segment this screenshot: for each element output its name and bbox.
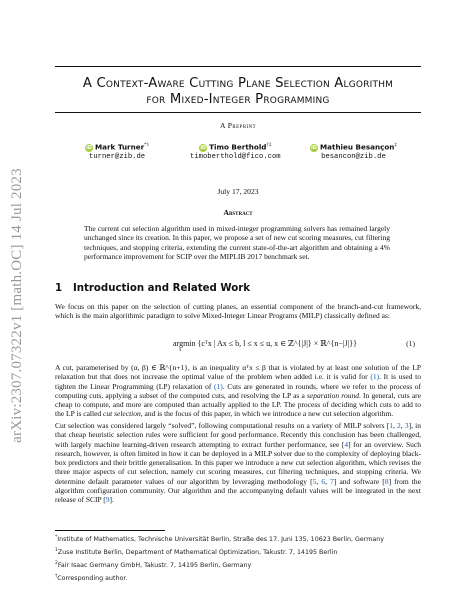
preprint-label: A Preprint bbox=[219, 121, 257, 130]
citation-link[interactable]: 7 bbox=[330, 476, 334, 486]
citation-link[interactable]: 9 bbox=[105, 495, 110, 505]
text-run: ] from the algorithm configuration community. Our algorithm and the accompanying default values will be integrated in the next release of SCIP [ bbox=[55, 476, 422, 505]
author-marks: †2 bbox=[266, 143, 272, 148]
title-line-2: for Mixed-Integer Programming bbox=[146, 92, 330, 107]
orcid-icon[interactable]: iD bbox=[311, 145, 317, 152]
footnote bbox=[55, 545, 421, 558]
footnote-rule bbox=[55, 530, 165, 531]
author-name: Timo Berthold bbox=[209, 142, 267, 152]
section-number: 1 bbox=[55, 283, 63, 294]
footnote-text: Fair Isaac Germany GmbH, Takustr. 7, 14195 Berlin, Germany bbox=[57, 562, 252, 570]
equation-ref-link[interactable]: (1) bbox=[370, 372, 380, 382]
text-run: , bbox=[392, 421, 398, 430]
arxiv-id-text: arXiv:2307.07322v1 [math.OC] 14 Jul 2023 bbox=[8, 167, 25, 443]
footnote-text: Institute of Mathematics, Technische Universität Berlin, Straße des 17. Juni 135, 10623 Berlin, Germany bbox=[57, 536, 384, 544]
author-3 bbox=[310, 141, 397, 162]
abstract-heading: Abstract bbox=[223, 208, 253, 217]
footnote-mark: 1 bbox=[55, 548, 58, 554]
author-1 bbox=[85, 141, 149, 162]
footnote bbox=[55, 571, 421, 584]
orcid-icon[interactable]: iD bbox=[86, 145, 92, 152]
text-run: ]. bbox=[109, 495, 114, 505]
title-bottom-rule bbox=[55, 112, 421, 113]
citation-link[interactable]: 5 bbox=[312, 476, 317, 486]
argmin-op: argmin bbox=[173, 339, 196, 348]
paragraph-3 bbox=[55, 421, 421, 505]
title-line-1: A Context-Aware Cutting Plane Selection Algorithm bbox=[82, 76, 394, 91]
footnote bbox=[55, 532, 421, 545]
text-run: A cut, parameterised by (α, β) ∈ ℝ^{n+1}, is an inequality αᵀx ≤ β that is violated by at least one solution of the LP relaxation but that does not increase the optimal value of the problem when added i.e. it is valid for bbox=[55, 363, 421, 382]
citation-link[interactable]: 2 bbox=[397, 421, 401, 430]
equation-body bbox=[173, 339, 357, 353]
footnote bbox=[55, 558, 421, 571]
equation-1 bbox=[55, 335, 421, 355]
citation-link[interactable]: 6 bbox=[321, 476, 326, 486]
equation-number: (1) bbox=[406, 339, 415, 348]
arxiv-side-stamp bbox=[2, 140, 32, 470]
text-run: , bbox=[400, 421, 405, 430]
text-run: . In general, cuts are cheap to compute, and more are computed than actually applied to the LP. The process of deciding which cuts to add to the LP is called bbox=[55, 390, 421, 419]
author-block bbox=[55, 141, 421, 171]
citation-link[interactable]: 8 bbox=[384, 476, 389, 486]
paragraph-2 bbox=[55, 363, 421, 419]
argmin-subscript: x bbox=[179, 348, 182, 353]
title-top-rule bbox=[55, 66, 421, 67]
author-email[interactable]: besancon@zib.de bbox=[321, 153, 386, 162]
section-title: Introduction and Related Work bbox=[73, 283, 251, 294]
citation-link[interactable]: 3 bbox=[404, 421, 409, 430]
equation-argmin bbox=[173, 339, 196, 353]
emphasis-term: cut selection bbox=[103, 409, 141, 419]
text-run: ] and software [ bbox=[333, 476, 385, 486]
author-email[interactable]: turner@zib.de bbox=[89, 153, 146, 162]
paper-date: July 17, 2023 bbox=[217, 187, 259, 196]
text-run: . Cuts are generated in rounds, where we refer to the process of computing cuts, applying a subset of the computed cuts, and resolving the LP as a bbox=[55, 381, 421, 400]
orcid-icon[interactable]: iD bbox=[200, 145, 207, 152]
text-run: ], in that cheap heuristic selection rules were sufficient for good performance. Recently this conclusion has been challenged, with largely machine learning-driven research attempting to extract further performance, see [ bbox=[55, 421, 422, 449]
author-name: Mathieu Besançon bbox=[320, 142, 395, 152]
abstract-text: The current cut selection algorithm used in mixed-integer programming solvers has remained largely unchanged since its creation. In this paper, we propose a set of new cut scoring measures, cut filtering techniques, and stopping criteria, extending the current state-of-the-art algorithm and obtaining a 4% performance improvement for SCIP over the MIPLIB 2017 benchmark set. bbox=[84, 224, 390, 261]
footnote-text: Corresponding author. bbox=[57, 575, 128, 583]
text-run: ] for an overview. Such research, however, is often limited in how it can be deployed in a MILP solver due to the complexity of deploying black-box predictors and their brittle generalisation. In this paper we introduce a new cut selection algorithm, which revises the three major aspects of cut selection, namely cut scoring measures, cut filtering techniques, and stopping criteria. We determine default parameter values of our algorithm by leveraging methodology [ bbox=[55, 439, 421, 486]
footnote-mark: † bbox=[55, 574, 58, 580]
text-run: . It is used to tighten the Linear Programming (LP) relaxation of bbox=[55, 372, 421, 391]
paper-title bbox=[55, 76, 421, 108]
citation-link[interactable]: 4 bbox=[344, 439, 349, 449]
author-marks: ‡ bbox=[394, 143, 397, 148]
footnote-text: Zuse Institute Berlin, Department of Mathematical Optimization, Takustr. 7, 14195 Berlin bbox=[57, 549, 338, 557]
author-marks: *1 bbox=[144, 143, 150, 148]
paragraph-1: We focus on this paper on the selection of cutting planes, an essential component of the branch-and-cut framework, which is the main algorithmic paradigm to solve Mixed-Integer Linear Programs (MILP) classically defined as: bbox=[55, 302, 421, 321]
author-2 bbox=[190, 141, 281, 162]
section-heading bbox=[55, 283, 421, 294]
equation-ref-link[interactable]: (1) bbox=[214, 381, 223, 391]
text-run: Cut selection was considered largely “solved”, following computational results on a variety of MILP solvers [ bbox=[55, 421, 390, 430]
text-run: , bbox=[316, 476, 322, 486]
footnotes bbox=[55, 532, 421, 584]
author-email[interactable]: timoberthold@fico.com bbox=[190, 153, 281, 162]
text-run: , bbox=[325, 476, 331, 486]
footnote-mark: * bbox=[55, 535, 58, 540]
emphasis-term: separation round bbox=[307, 390, 359, 400]
equation-expression: {cᵀx | Ax ≤ b, l ≤ x ≤ u, x ∈ ℤ^{|J|} × ℝ^{n−|J|}} bbox=[197, 339, 357, 348]
footnote-mark: 2 bbox=[55, 561, 58, 567]
text-run: , and is the focus of this paper, in which we introduce a new cut selection algorithm. bbox=[140, 409, 394, 419]
citation-link[interactable]: 1 bbox=[389, 421, 393, 430]
author-name: Mark Turner bbox=[95, 142, 145, 152]
